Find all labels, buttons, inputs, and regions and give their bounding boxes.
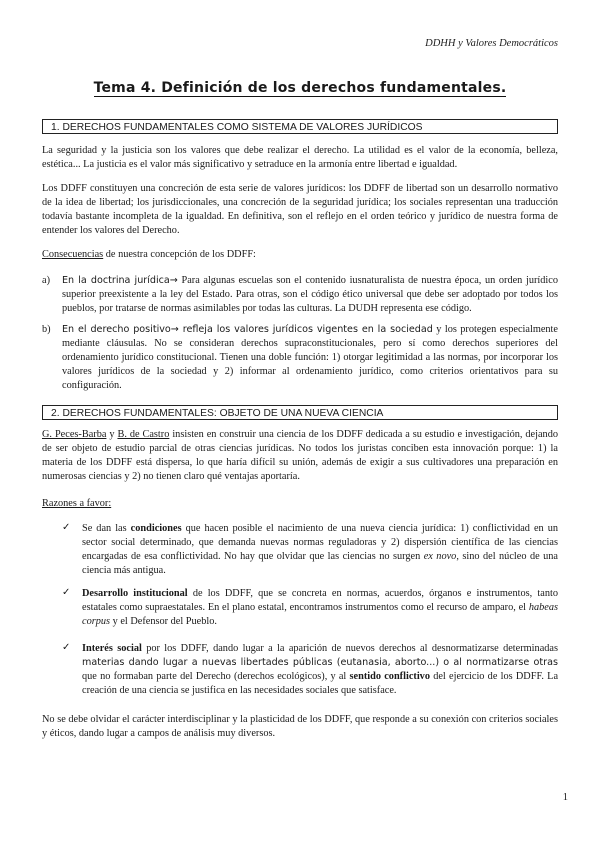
checkmark-icon: ✓ [62, 587, 71, 598]
list-label-b: b) [42, 324, 51, 335]
author-link-de-castro: B. de Castro [117, 429, 170, 440]
reason-text: del ejercicio de los DDFF. La creación de una ciencia se justifica en las necesidades sociales que satisface. [82, 671, 559, 696]
reason-italic: ex novo [423, 551, 457, 562]
paragraph-text: No se debe olvidar el carácter interdisciplinar y la plasticidad de los DDFF, que responde a su conexión con criterios sociales y éticos, dando lugar a campos de análisis muy diversos. [42, 714, 558, 739]
consequences-label: Consecuencias [42, 249, 104, 260]
checkmark-icon: ✓ [62, 522, 71, 533]
list-label-a: a) [42, 275, 50, 286]
reason-item-2 [62, 587, 558, 629]
section-1-paragraph-2 [42, 182, 558, 238]
reason-keyword: Interés social [82, 643, 142, 654]
section-2-paragraph-1 [42, 428, 558, 484]
page-number: 1 [562, 792, 568, 803]
closing-paragraph [42, 713, 558, 741]
reason-item-3 [62, 642, 558, 698]
paragraph-text: La seguridad y la justicia son los valores que debe realizar el derecho. La utilidad es el valor de la economía, belleza, estética... La justicia es el valor más significativo y setraduce en la armonía entre libertad e igualdad. [42, 145, 558, 170]
consequences-intro [42, 248, 558, 262]
reason-keyword: sentido conflictivo [349, 671, 430, 682]
reason-text: Se dan las [82, 523, 131, 534]
conjunction: y [106, 429, 118, 440]
paragraph-text: insisten en construir una ciencia de los DDFF dedicada a su estudio e investigación, dejando de ser objeto de estudio parcial de otras ciencias jurídicas. No todos los juristas conciben esta innovación porque: 1) la materia de los DDFF está dispersa, lo que haría difícil su unión, además de exigir a sus cultivadores una preparación en numerosas ciencias y 2) no tienen claro qué ventajas aportaría. [42, 429, 559, 482]
section-1-heading: 1. DERECHOS FUNDAMENTALES COMO SISTEMA DE VALORES JURÍDICOS [42, 119, 558, 134]
list-text-a: Para algunas escuelas son el contenido iusnaturalista de nuestra época, un orden jurídico superior preexistente a la ley del Estado. Para otras, son el código ético universal que debe ser adoptado por todos los pueblos, por tratarse de normas asimilables por todas las culturas. La DUDH representa ese código. [62, 275, 558, 314]
section-2-heading: 2. DERECHOS FUNDAMENTALES: OBJETO DE UNA NUEVA CIENCIA [42, 405, 558, 420]
checkmark-icon: ✓ [62, 642, 71, 653]
paragraph-text: Los DDFF constituyen una concreción de esta serie de valores jurídicos: los DDFF de libertad son un desarrollo normativo de la idea de libertad; los jurisdiccionales, una concreción de la seguridad jurídica; los sociales representan una traducción todavía bastante incompleta de la igualdad. En definitiva, son el reflejo en el orden teórico y jurídico de nuestra forma de entender los valores del Derecho. [42, 183, 558, 236]
page-title-text: Tema 4. Definición de los derechos fundamentales. [93, 80, 507, 96]
consequences-text: de nuestra concepción de los DDFF: [103, 249, 256, 260]
reason-item-1 [62, 522, 558, 578]
handwritten-annotation: En el derecho positivo→ refleja los valores jurídicos vigentes en la sociedad [62, 324, 433, 335]
running-header: DDHH y Valores Democráticos [425, 38, 558, 49]
reason-text: por los DDFF, dando lugar a la aparición de nuevos derechos al desnormatizarse determinadas [141, 643, 558, 654]
reason-keyword: condiciones [130, 523, 182, 534]
reasons-heading [42, 497, 558, 511]
list-item-b [42, 323, 558, 393]
handwritten-annotation: En la doctrina jurídica→ [62, 275, 178, 286]
reason-text: , sino del núcleo de una ciencia más antigua. [82, 551, 558, 576]
handwritten-annotation: materias dando lugar a nuevas libertades públicas (eutanasia, aborto...) o al normatizarse otras [82, 657, 558, 668]
reason-text: que hacen posible el nacimiento de una nueva ciencia jurídica: 1) conflictividad en un sector social determinado, que demanda nuevas normas reguladoras y 2) dispersión científica de las ciencias encargadas de esa conflictividad. No hay que olvidar que las ciencias no surgen [82, 523, 559, 562]
reasons-label: Razones a favor: [42, 498, 112, 509]
page-title [0, 80, 600, 96]
reason-text: y el Defensor del Pueblo. [110, 616, 217, 627]
list-text-b: y los protegen especialmente mediante cláusulas. No se consideran derechos supraconstitucionales, pero sí como derechos superiores del ordenamiento jurídico constitucional. Tienen una doble función: 1) otorgar legitimidad a las normas, por incorporar los valores jurídicos de la sociedad y 2) informar al ordenamiento jurídico, como criterios orientativos para su configuración. [62, 324, 558, 391]
reason-text: de los DDFF, que se concreta en normas, acuerdos, órganos e instrumentos, tanto estatales como supraestatales. En el plano estatal, encontramos instrumentos como el recurso de amparo, el [82, 588, 558, 613]
reason-text: que no formaban parte del Derecho (derechos ecológicos), y al [82, 671, 350, 682]
list-item-a [42, 274, 558, 316]
reason-italic: habeas corpus [82, 602, 558, 627]
author-link-peces-barba: G. Peces-Barba [42, 429, 107, 440]
reason-keyword: Desarrollo institucional [82, 588, 188, 599]
section-1-paragraph-1 [42, 144, 558, 172]
